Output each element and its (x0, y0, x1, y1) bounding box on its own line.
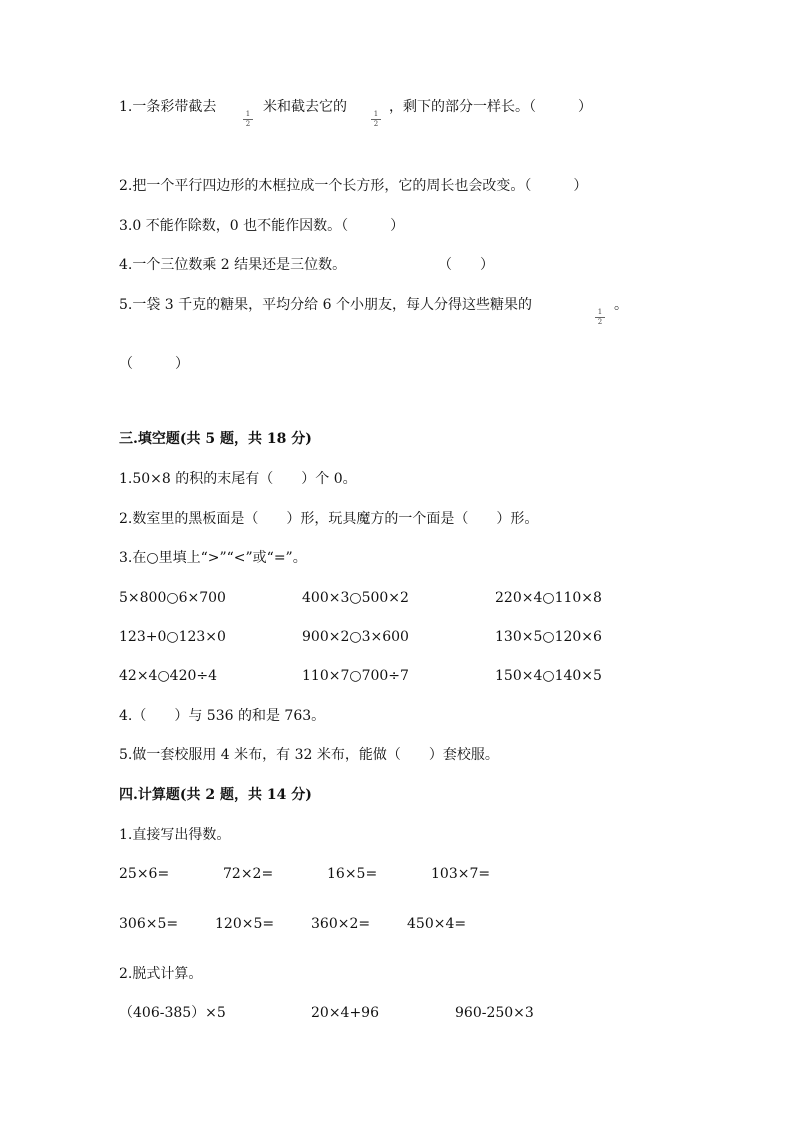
direct-calc-item: 103×7= (431, 866, 491, 882)
direct-calc-item: 25×6= (119, 866, 170, 882)
judge-q3: 3.0 不能作除数，0 也不能作因数。（ ） (119, 218, 405, 234)
fraction-one-half: $\frac{1}{2}$ (371, 111, 381, 128)
judge-q1-part-a: 1.一条彩带截去 (119, 99, 217, 115)
direct-calc-item: 306×5= (119, 916, 179, 932)
fill-q3: 3.在○里填上“>”“<”或“=”。 (119, 550, 307, 566)
compare-item: 220×4○110×8 (495, 590, 602, 606)
judge-q1 (119, 98, 216, 116)
calc-q1: 1.直接写出得数。 (119, 827, 231, 843)
fill-q2: 2.数室里的黑板面是（ ）形，玩具魔方的一个面是（ ）形。 (119, 511, 539, 527)
fill-section-heading: 三.填空题(共 5 题，共 18 分) (119, 431, 312, 447)
judge-q2: 2.把一个平行四边形的木框拉成一个长方形，它的周长也会改变。（ ） (119, 178, 588, 194)
fill-q1: 1.50×8 的积的末尾有（ ）个 0。 (119, 471, 357, 487)
fill-q5: 5.做一套校服用 4 米布，有 32 米布，能做（ ）套校服。 (119, 747, 499, 763)
calc-section-heading: 四.计算题(共 2 题，共 14 分) (119, 787, 312, 803)
stepwise-calc-item: 20×4+96 (311, 1005, 379, 1021)
judge-q5-end: 。 (614, 297, 628, 313)
fill-q4: 4.（ ）与 536 的和是 763。 (119, 708, 326, 724)
judge-q1-end: ，剩下的部分一样长。（ ） (389, 99, 592, 115)
fraction-one-half: $\frac{1}{2}$ (595, 309, 605, 326)
compare-item: 130×5○120×6 (495, 629, 602, 645)
judge-q5: 5.一袋 3 千克的糖果，平均分给 6 个小朋友，每人分得这些糖果的 (119, 297, 532, 313)
stepwise-calc-item: （406-385）×5 (119, 1005, 226, 1021)
direct-calc-item: 120×5= (215, 916, 275, 932)
compare-item: 400×3○500×2 (302, 590, 409, 606)
compare-item: 900×2○3×600 (302, 629, 409, 645)
calc-q2: 2.脱式计算。 (119, 966, 203, 982)
direct-calc-item: 16×5= (327, 866, 378, 882)
judge-q4-answer-blank: （ ） (438, 257, 494, 273)
judge-q4: 4.一个三位数乘 2 结果还是三位数。 (119, 257, 347, 273)
direct-calc-item: 72×2= (223, 866, 274, 882)
judge-q5-answer-blank: （ ） (119, 356, 189, 372)
judge-q1-mid: 米和截去它的 (263, 99, 347, 115)
direct-calc-item: 450×4= (407, 916, 467, 932)
fraction-one-half: $\frac{1}{2}$ (243, 111, 253, 128)
compare-item: 5×800○6×700 (119, 590, 226, 606)
compare-item: 110×7○700÷7 (302, 668, 409, 684)
direct-calc-item: 360×2= (311, 916, 371, 932)
compare-item: 123+0○123×0 (119, 629, 226, 645)
compare-item: 150×4○140×5 (495, 668, 602, 684)
compare-item: 42×4○420÷4 (119, 668, 218, 684)
stepwise-calc-item: 960-250×3 (455, 1005, 534, 1021)
